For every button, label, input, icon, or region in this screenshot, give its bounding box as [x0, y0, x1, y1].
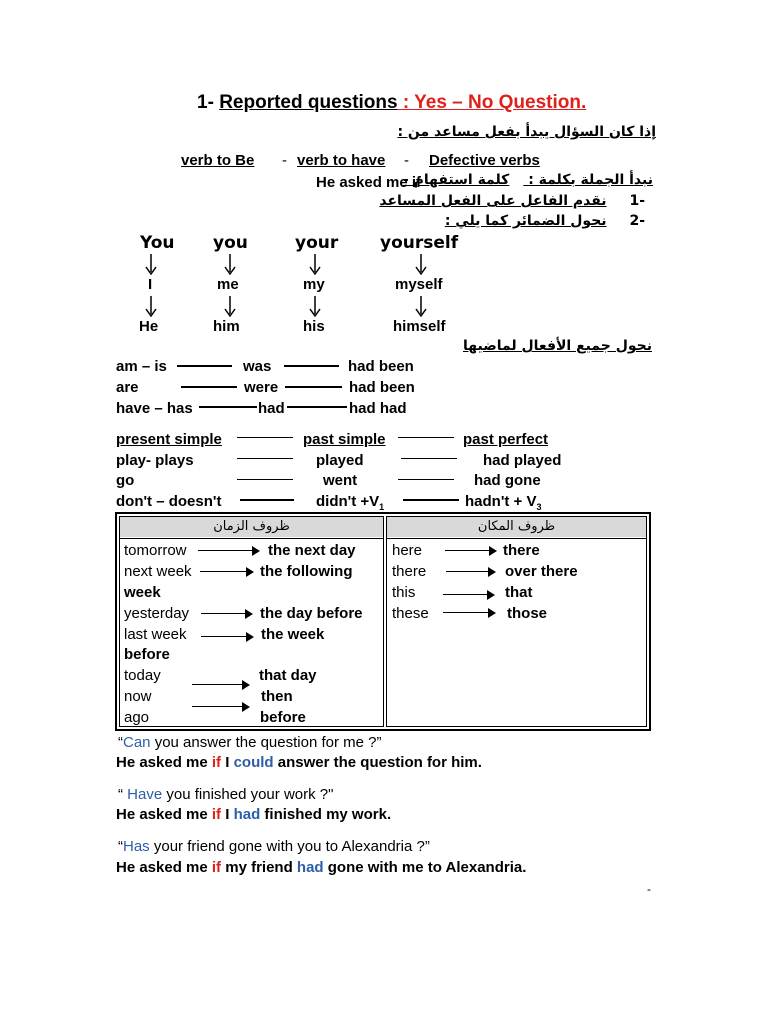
- right-arrow-icon: [445, 546, 497, 556]
- step-1-text: نقدم الفاعل على الفعل المساعد: [379, 193, 607, 209]
- subscript: 3: [536, 502, 542, 512]
- header-divider: [387, 538, 646, 539]
- time-adverb-2-reported: the following: [260, 563, 353, 580]
- tense-row-3-past-text: didn't +V: [316, 493, 380, 510]
- arabic-rule-intro: إذا كان السؤال يبدأ بفعل مساعد من :: [397, 124, 656, 140]
- connector-line: [177, 365, 232, 367]
- verb-to-be: verb to Be: [181, 152, 255, 169]
- be-row-1-col-3: had been: [348, 358, 414, 375]
- down-arrow-icon: [223, 254, 237, 276]
- step-1-number: -1: [629, 193, 645, 209]
- pronoun-you-obj: you: [213, 233, 248, 253]
- question-rest: your friend gone with you to Alexandria ?”: [149, 838, 430, 855]
- place-adverb-2-reported: over there: [505, 563, 578, 580]
- right-arrow-icon: [446, 567, 496, 577]
- pronoun-his: his: [303, 318, 325, 335]
- answer-rest: answer the question for him.: [273, 754, 482, 771]
- time-adverb-1: tomorrow: [124, 542, 187, 559]
- heading-number: 1-: [197, 92, 220, 113]
- reported-auxiliary: could: [233, 754, 274, 771]
- answer-rest: gone with me to Alexandria.: [323, 859, 527, 876]
- arabic-step-2: [445, 213, 645, 229]
- connector-line: [181, 386, 237, 388]
- pronoun-i: I: [148, 276, 153, 293]
- example-3-answer: [116, 859, 526, 876]
- time-adverb-6-reported: then: [261, 688, 293, 705]
- connector-line: [398, 437, 454, 438]
- he-asked-me-if: He asked me if: [316, 174, 422, 191]
- place-adverb-1: here: [392, 542, 423, 559]
- be-row-1-col-2: was: [243, 358, 272, 375]
- tense-row-3-perfect-text: hadn't + V: [465, 493, 537, 510]
- connector-line: [237, 437, 293, 438]
- subscript: 1: [379, 502, 385, 512]
- be-row-2-col-2: were: [244, 379, 279, 396]
- question-rest: you finished your work ?": [162, 786, 334, 803]
- pronoun-him: him: [213, 318, 240, 335]
- right-arrow-icon: [201, 632, 254, 642]
- right-arrow-icon: [198, 546, 260, 556]
- example-1-question: [118, 734, 382, 751]
- pronoun-me: me: [217, 276, 239, 293]
- answer-subject: I: [221, 754, 234, 771]
- time-adverb-5-reported: that day: [259, 667, 317, 684]
- arabic-start-a: نبدأ الجملة بكلمة :: [528, 172, 653, 188]
- place-adverb-4-reported: those: [507, 605, 548, 622]
- pronoun-your: your: [295, 233, 339, 253]
- time-adverb-4: last week: [124, 626, 187, 643]
- be-row-2-col-1: are: [116, 379, 139, 396]
- auxiliary-verb: Has: [123, 838, 150, 855]
- arabic-tenses-heading: نحول جميع الأفعال لماضيها: [463, 338, 652, 354]
- be-row-1-col-1: am – is: [116, 358, 167, 375]
- pronoun-my: my: [303, 276, 325, 293]
- tense-header-present: present simple: [116, 431, 222, 448]
- down-arrow-icon: [144, 296, 158, 318]
- page-title: [197, 92, 586, 114]
- tense-row-2-present: go: [116, 472, 135, 489]
- open-quote: “: [118, 734, 123, 751]
- separator: -: [282, 152, 287, 169]
- right-arrow-icon: [192, 680, 250, 690]
- header-divider: [120, 538, 383, 539]
- reported-auxiliary: had: [233, 806, 261, 823]
- be-row-2-col-3: had been: [349, 379, 415, 396]
- pronoun-he: He: [139, 318, 159, 335]
- tense-row-1-past: played: [316, 452, 364, 469]
- right-arrow-icon: [192, 702, 250, 712]
- time-adverb-7: ago: [124, 709, 150, 726]
- right-arrow-icon: [201, 609, 253, 619]
- place-adverb-4: these: [392, 605, 429, 622]
- time-adverb-3-reported: the day before: [260, 605, 363, 622]
- place-adverb-1-reported: there: [503, 542, 540, 559]
- time-adverb-7-reported: before: [260, 709, 306, 726]
- be-row-3-col-2: had: [258, 400, 285, 417]
- answer-start: He asked me: [116, 859, 212, 876]
- be-row-3-col-3: had had: [349, 400, 407, 417]
- time-adverb-3: yesterday: [124, 605, 190, 622]
- time-adverbs-header: ظروف الزمان: [120, 517, 383, 537]
- if-word: if: [211, 859, 222, 876]
- down-arrow-icon: [414, 254, 428, 276]
- connector-line: [240, 499, 294, 501]
- defective-verbs: Defective verbs: [429, 152, 540, 169]
- be-row-3-col-1: have – has: [116, 400, 193, 417]
- tense-row-2-past: went: [323, 472, 358, 489]
- auxiliary-verb: Can: [123, 734, 151, 751]
- pronoun-yourself: yourself: [380, 233, 459, 253]
- down-arrow-icon: [144, 254, 158, 276]
- open-quote: “: [118, 838, 123, 855]
- tense-row-3-present: don't – doesn't: [116, 493, 222, 510]
- time-adverb-1-reported: the next day: [268, 542, 356, 559]
- answer-start: He asked me: [116, 754, 212, 771]
- auxiliary-verb: Have: [127, 786, 163, 803]
- answer-rest: finished my work.: [260, 806, 392, 823]
- connector-line: [285, 386, 342, 388]
- verb-to-have: verb to have: [297, 152, 386, 169]
- arabic-start-b: كلمة استفهام -: [402, 172, 510, 188]
- tense-row-3-perfect: [465, 493, 542, 512]
- example-1-answer: [116, 754, 482, 771]
- open-quote: “: [118, 786, 128, 803]
- place-adverb-2: there: [392, 563, 427, 580]
- tense-header-perfect: past perfect: [463, 431, 549, 448]
- connector-line: [403, 499, 459, 501]
- right-arrow-icon: [443, 608, 496, 618]
- arabic-step-1: [379, 193, 645, 209]
- place-adverb-3-reported: that: [505, 584, 533, 601]
- down-arrow-icon: [414, 296, 428, 318]
- answer-start: He asked me: [116, 806, 212, 823]
- tense-header-past: past simple: [303, 431, 386, 448]
- pronoun-myself: myself: [395, 276, 443, 293]
- tense-row-1-perfect: had played: [483, 452, 562, 469]
- right-arrow-icon: [200, 567, 254, 577]
- time-adverb-6: now: [124, 688, 152, 705]
- connector-line: [199, 406, 257, 408]
- footer-mark: -: [647, 882, 651, 896]
- connector-line: [237, 479, 293, 480]
- time-adverb-4-reported: the week: [261, 626, 325, 643]
- connector-line: [237, 458, 293, 459]
- down-arrow-icon: [308, 254, 322, 276]
- down-arrow-icon: [308, 296, 322, 318]
- answer-subject: my friend: [221, 859, 297, 876]
- step-2-number: -2: [629, 213, 645, 229]
- tense-row-1-present: play- plays: [116, 452, 194, 469]
- heading-title: Reported questions: [219, 92, 398, 113]
- connector-line: [401, 458, 457, 459]
- connector-line: [287, 406, 347, 408]
- arabic-start-sentence: [403, 172, 653, 188]
- tense-row-2-perfect: had gone: [474, 472, 541, 489]
- time-adverb-4-continued: before: [124, 646, 170, 663]
- connector-line: [398, 479, 454, 480]
- time-adverb-2: next week: [124, 563, 192, 580]
- heading-subtitle: : Yes – No Question.: [397, 92, 587, 113]
- step-2-text: نحول الضمائر كما يلي :: [444, 213, 607, 229]
- tense-row-3-past: [316, 493, 384, 512]
- place-adverbs-header: ظروف المكان: [387, 517, 646, 537]
- pronoun-himself: himself: [393, 318, 446, 335]
- reported-auxiliary: had: [296, 859, 324, 876]
- if-word: if: [211, 806, 222, 823]
- connector-line: [284, 365, 339, 367]
- separator: -: [404, 152, 409, 169]
- example-3-question: [118, 838, 430, 855]
- if-word: if: [211, 754, 222, 771]
- pronoun-you: You: [140, 233, 175, 253]
- down-arrow-icon: [223, 296, 237, 318]
- time-adverb-5: today: [124, 667, 161, 684]
- example-2-question: [118, 786, 333, 803]
- example-2-answer: [116, 806, 391, 823]
- question-rest: you answer the question for me ?”: [150, 734, 382, 751]
- place-adverb-3: this: [392, 584, 416, 601]
- time-adverb-2-continued: week: [124, 584, 161, 601]
- right-arrow-icon: [443, 590, 495, 600]
- answer-subject: I: [221, 806, 234, 823]
